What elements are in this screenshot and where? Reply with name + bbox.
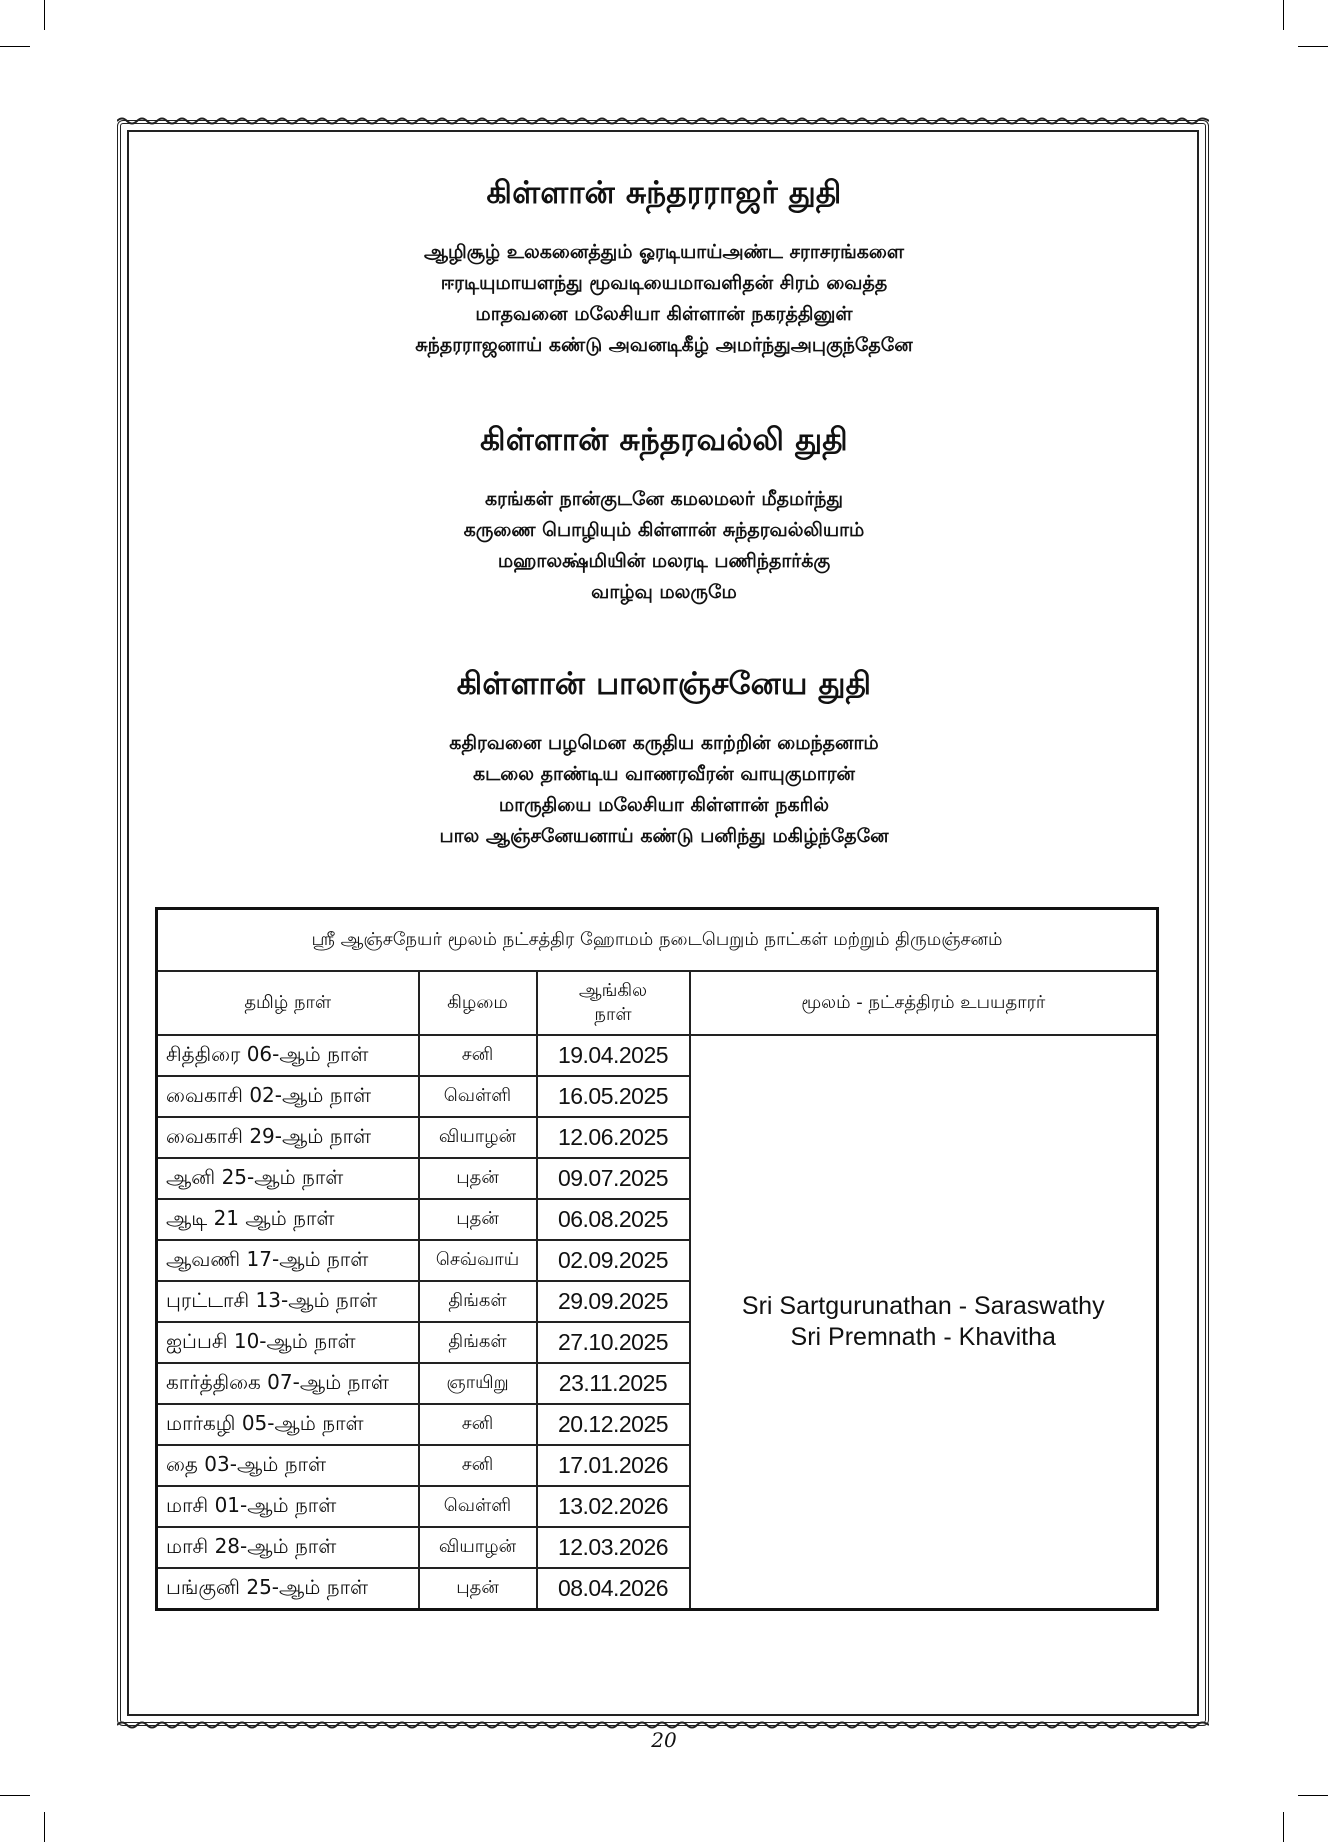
tamil-day-cell: ஆடி 21 ஆம் நாள் [157,1199,419,1240]
crop-mark [1298,1795,1328,1796]
sponsor-cell [690,1035,1158,1610]
hymn-title: கிள்ளான் சுந்தரவல்லி துதி [480,422,848,458]
crop-mark [44,0,45,30]
weekday-cell: சனி [419,1035,537,1076]
verse-line: கரங்கள் நான்குடனே கமலமலர் மீதமர்ந்து [485,488,843,510]
header-tamil-day: தமிழ் நாள் [157,971,419,1035]
hymn-title: கிள்ளான் பாலாஞ்சனேய துதி [456,666,872,702]
verse-line: கருணை பொழியும் கிள்ளான் சுந்தரவல்லியாம் [463,519,865,541]
hymn-section-balanjaneya [140,666,1188,852]
weekday-cell: புதன் [419,1568,537,1610]
hymn-verse [140,728,1188,852]
verse-line: கடலை தாண்டிய வாணரவீரன் வாயுகுமாரன் [473,763,855,785]
crop-mark [44,1812,45,1842]
verse-line: மாருதியை மலேசியா கிள்ளான் நகரில் [498,794,830,816]
crop-mark [1298,46,1328,47]
weekday-cell: வியாழன் [419,1527,537,1568]
hymn-section-sundaravalli [140,422,1188,608]
weekday-cell: வியாழன் [419,1117,537,1158]
homam-schedule-table [155,907,1159,1611]
hymn-section-sundararajar [140,175,1188,361]
date-cell: 12.03.2026 [537,1527,690,1568]
date-cell: 09.07.2025 [537,1158,690,1199]
date-cell: 29.09.2025 [537,1281,690,1322]
date-cell: 16.05.2025 [537,1076,690,1117]
header-english-date-line1: ஆங்கில [578,980,648,1001]
weekday-cell: வெள்ளி [419,1076,537,1117]
sponsor-name: Sri Premnath - Khavitha [790,1323,1056,1351]
header-weekday: கிழமை [419,971,537,1035]
tamil-day-cell: கார்த்திகை 07-ஆம் நாள் [157,1363,419,1404]
table-row [157,1035,1158,1076]
weekday-cell: வெள்ளி [419,1486,537,1527]
tamil-day-cell: ஐப்பசி 10-ஆம் நாள் [157,1322,419,1363]
weekday-cell: ஞாயிறு [419,1363,537,1404]
verse-line: கதிரவனை பழமென கருதிய காற்றின் மைந்தனாம் [449,732,879,754]
date-cell: 06.08.2025 [537,1199,690,1240]
tamil-day-cell: வைகாசி 02-ஆம் நாள் [157,1076,419,1117]
date-cell: 12.06.2025 [537,1117,690,1158]
tamil-day-cell: பங்குனி 25-ஆம் நாள் [157,1568,419,1610]
date-cell: 17.01.2026 [537,1445,690,1486]
weekday-cell: புதன் [419,1199,537,1240]
tamil-day-cell: சித்திரை 06-ஆம் நாள் [157,1035,419,1076]
date-cell: 08.04.2026 [537,1568,690,1610]
date-cell: 20.12.2025 [537,1404,690,1445]
hymn-verse [140,484,1188,608]
verse-line: சுந்தரராஜனாய் கண்டு அவனடிகீழ் அமர்ந்துஅபுகுந்தேனே [415,334,913,356]
tamil-day-cell: வைகாசி 29-ஆம் நாள் [157,1117,419,1158]
crop-mark [0,46,30,47]
crop-mark [1283,0,1284,30]
tamil-day-cell: மாசி 01-ஆம் நாள் [157,1486,419,1527]
table-header-row [157,971,1158,1035]
table-caption: ஸ்ரீ ஆஞ்சநேயர் மூலம் நட்சத்திர ஹோமம் நடைபெறும் நாட்கள் மற்றும் திருமஞ்சனம் [157,909,1158,972]
header-english-date-line2: நாள் [594,1004,632,1025]
weekday-cell: சனி [419,1404,537,1445]
hymn-title: கிள்ளான் சுந்தரராஜர் துதி [486,175,842,211]
tamil-day-cell: ஆவணி 17-ஆம் நாள் [157,1240,419,1281]
verse-line: ஈரடியுமாயளந்து மூவடியைமாவளிதன் சிரம் வைத்த [440,272,888,294]
weekday-cell: திங்கள் [419,1322,537,1363]
page-number: 20 [651,1728,677,1752]
tamil-day-cell: தை 03-ஆம் நாள் [157,1445,419,1486]
table-caption-row [157,909,1158,972]
date-cell: 27.10.2025 [537,1322,690,1363]
crop-mark [1283,1812,1284,1842]
date-cell: 02.09.2025 [537,1240,690,1281]
weekday-cell: திங்கள் [419,1281,537,1322]
date-cell: 23.11.2025 [537,1363,690,1404]
tamil-day-cell: மாசி 28-ஆம் நாள் [157,1527,419,1568]
tamil-day-cell: ஆனி 25-ஆம் நாள் [157,1158,419,1199]
weekday-cell: புதன் [419,1158,537,1199]
date-cell: 19.04.2025 [537,1035,690,1076]
verse-line: ஆழிசூழ் உலகனைத்தும் ஓரடியாய்அண்ட சராசரங்களை [423,241,905,263]
verse-line: பால ஆஞ்சனேயனாய் கண்டு பனிந்து மகிழ்ந்தேனே [439,825,889,847]
verse-line: வாழ்வு மலருமே [591,581,737,603]
header-english-date [537,971,690,1035]
header-sponsor: மூலம் - நட்சத்திரம் உபயதாரர் [690,971,1158,1035]
verse-line: மாதவனை மலேசியா கிள்ளான் நகரத்தினுள் [475,303,853,325]
sponsor-name: Sri Sartgurunathan - Saraswathy [741,1292,1105,1320]
tamil-day-cell: புரட்டாசி 13-ஆம் நாள் [157,1281,419,1322]
weekday-cell: சனி [419,1445,537,1486]
weekday-cell: செவ்வாய் [419,1240,537,1281]
date-cell: 13.02.2026 [537,1486,690,1527]
tamil-day-cell: மார்கழி 05-ஆம் நாள் [157,1404,419,1445]
verse-line: மஹாலக்ஷ்மியின் மலரடி பணிந்தார்க்கு [497,550,831,572]
hymn-verse [140,237,1188,361]
crop-mark [0,1795,30,1796]
